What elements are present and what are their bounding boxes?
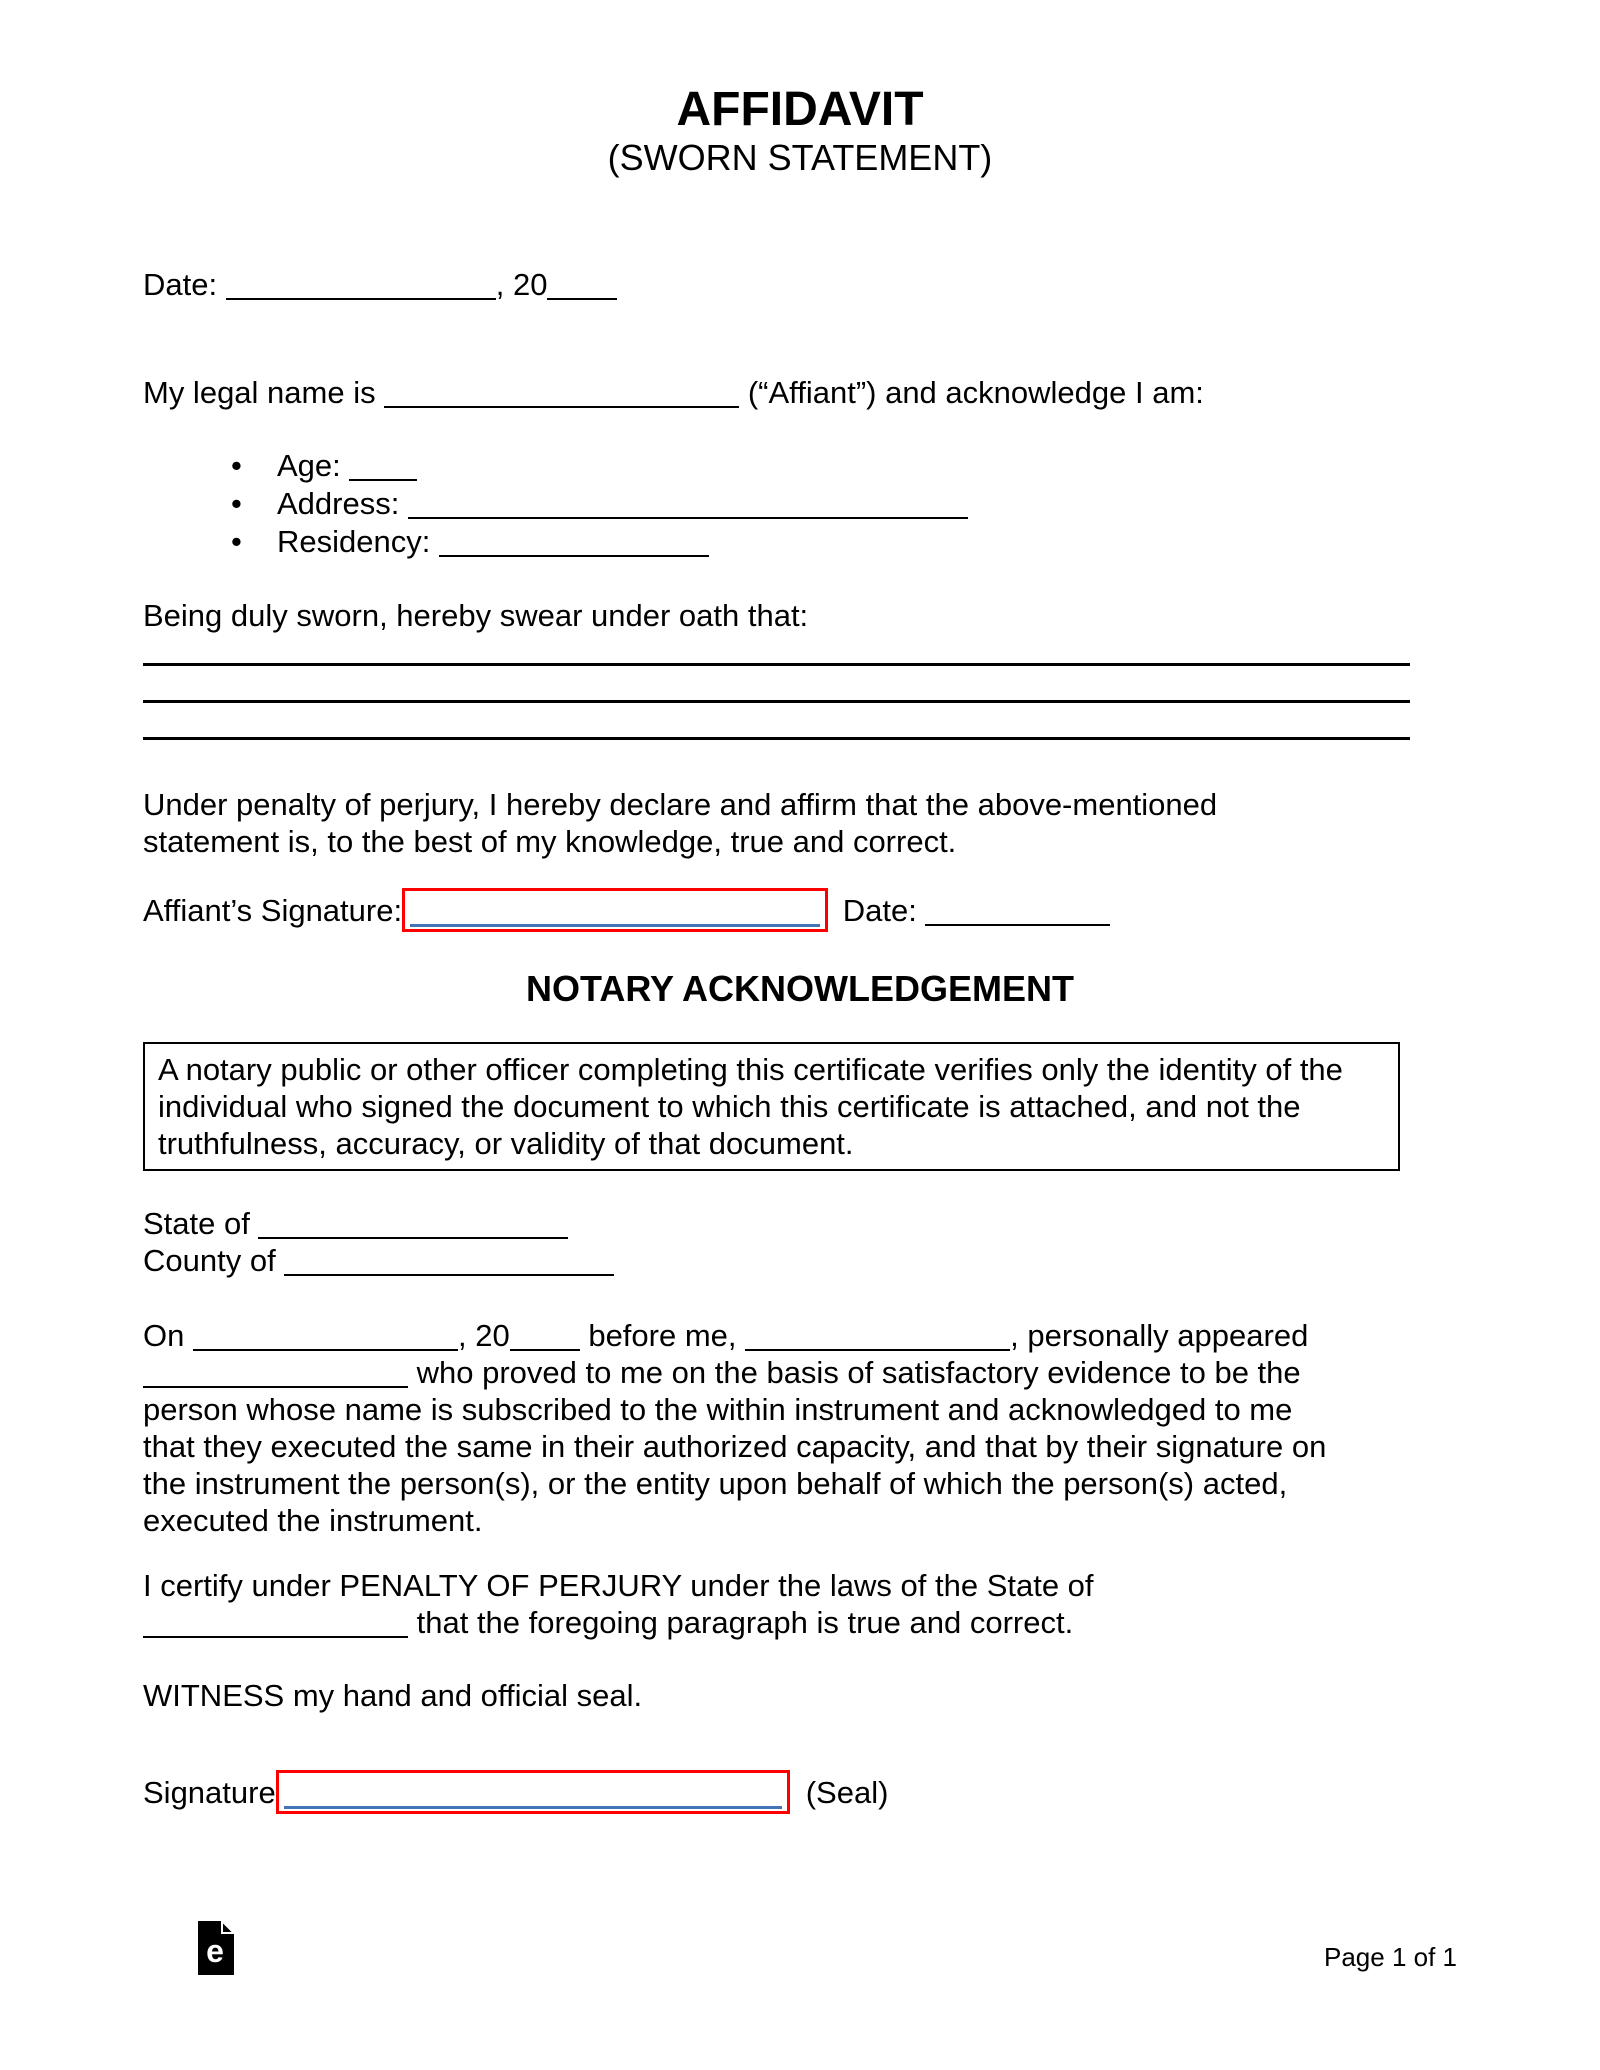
ack-line-2: [143, 1354, 1457, 1391]
address-blank: [408, 498, 968, 519]
date-blank: [226, 279, 496, 300]
ack-appeared-name-blank: [143, 1367, 408, 1388]
statement-line-1: [143, 634, 1410, 666]
list-item-age: [143, 447, 1457, 485]
notary-signature-label: Signature: [143, 1775, 276, 1810]
statement-write-in-lines: [143, 634, 1457, 740]
notary-signature-field[interactable]: [276, 1770, 790, 1814]
document-subtitle: (SWORN STATEMENT): [607, 137, 993, 178]
seal-label: (Seal): [805, 1775, 889, 1810]
ack-line-4: that they executed the same in their authorized capacity, and that by their signature on: [143, 1429, 1327, 1464]
document-title: AFFIDAVIT: [676, 83, 924, 136]
statement-line-3: [143, 703, 1410, 740]
list-item-residency: [143, 523, 1457, 561]
county-line: [143, 1242, 1457, 1279]
legal-name-blank: [384, 387, 739, 408]
statement-line-2: [143, 666, 1410, 703]
state-line: [143, 1205, 1457, 1242]
certify-line-1: I certify under PENALTY OF PERJURY under the laws of the State of: [143, 1568, 1094, 1603]
address-label: Address:: [277, 486, 400, 521]
affiant-signature-label: Affiant’s Signature:: [143, 893, 403, 928]
date-year-blank: [547, 279, 617, 300]
certify-line-2: [143, 1604, 1457, 1641]
ack-line-2-text: who proved to me on the basis of satisfactory evidence to be the: [416, 1355, 1301, 1390]
ack-date-blank: [193, 1330, 458, 1351]
county-blank: [284, 1255, 614, 1276]
residency-blank: [439, 536, 709, 557]
bullet-icon: •: [231, 448, 242, 483]
certify-paragraph: [143, 1567, 1457, 1641]
disclaimer-line-3: truthfulness, accuracy, or validity of that document.: [158, 1126, 854, 1161]
affiant-signature-date-blank: [925, 905, 1110, 926]
ack-line-6: executed the instrument.: [143, 1503, 483, 1538]
notary-heading: NOTARY ACKNOWLEDGEMENT: [526, 968, 1074, 1009]
state-label: State of: [143, 1206, 250, 1241]
state-blank: [258, 1218, 568, 1239]
ack-line-5: the instrument the person(s), or the entity upon behalf of which the person(s) acted,: [143, 1466, 1288, 1501]
county-label: County of: [143, 1243, 276, 1278]
perjury-paragraph: [143, 786, 1457, 860]
age-label: Age:: [277, 448, 341, 483]
age-blank: [349, 460, 417, 481]
affiant-signature-field[interactable]: [402, 888, 828, 932]
page-indicator: Page 1 of 1: [1324, 1942, 1457, 1972]
signature-field-underline: [410, 924, 820, 927]
ack-year-blank: [510, 1330, 580, 1351]
witness-line: WITNESS my hand and official seal.: [143, 1678, 643, 1713]
venue-block: [143, 1205, 1457, 1279]
bullet-icon: •: [231, 524, 242, 559]
signature-field-underline: [284, 1806, 782, 1809]
svg-text:e: e: [206, 1933, 224, 1969]
ack-appeared-label: , personally appeared: [1010, 1318, 1309, 1353]
ack-before-me-label: before me,: [588, 1318, 737, 1353]
legal-name-intro: My legal name is: [143, 375, 376, 410]
disclaimer-line-2: individual who signed the document to which this certificate is attached, and not the: [158, 1089, 1301, 1124]
residency-label: Residency:: [277, 524, 431, 559]
affiant-facts-list: [143, 447, 1457, 561]
ack-on-label: On: [143, 1318, 185, 1353]
notary-disclaimer-box: [143, 1042, 1400, 1171]
legal-name-line: [143, 374, 1457, 411]
legal-name-suffix: (“Affiant”) and acknowledge I am:: [747, 375, 1204, 410]
certify-state-blank: [143, 1617, 408, 1638]
date-label: Date:: [143, 267, 218, 302]
bullet-icon: •: [231, 486, 242, 521]
certify-line-2-text: that the foregoing paragraph is true and correct.: [416, 1605, 1074, 1640]
date-line: [143, 266, 1457, 303]
ack-line-3: person whose name is subscribed to the within instrument and acknowledged to me: [143, 1392, 1293, 1427]
ack-year-prefix: , 20: [457, 1318, 510, 1353]
affiant-signature-date-label: Date:: [842, 893, 917, 928]
acknowledgement-paragraph: [143, 1317, 1457, 1539]
ack-notary-name-blank: [745, 1330, 1010, 1351]
disclaimer-line-1: A notary public or other officer completing this certificate verifies only the identity of the: [158, 1052, 1343, 1087]
date-year-prefix: , 20: [495, 267, 548, 302]
notary-signature-row: [143, 1770, 1457, 1814]
sworn-intro: Being duly sworn, hereby swear under oath that:: [143, 598, 809, 633]
eforms-logo-icon: [198, 1921, 234, 1983]
perjury-line-2: statement is, to the best of my knowledge, true and correct.: [143, 824, 957, 859]
affiant-signature-row: [143, 888, 1457, 932]
perjury-line-1: Under penalty of perjury, I hereby declare and affirm that the above-mentioned: [143, 787, 1218, 822]
list-item-address: [143, 485, 1457, 523]
ack-line-1: [143, 1317, 1457, 1354]
